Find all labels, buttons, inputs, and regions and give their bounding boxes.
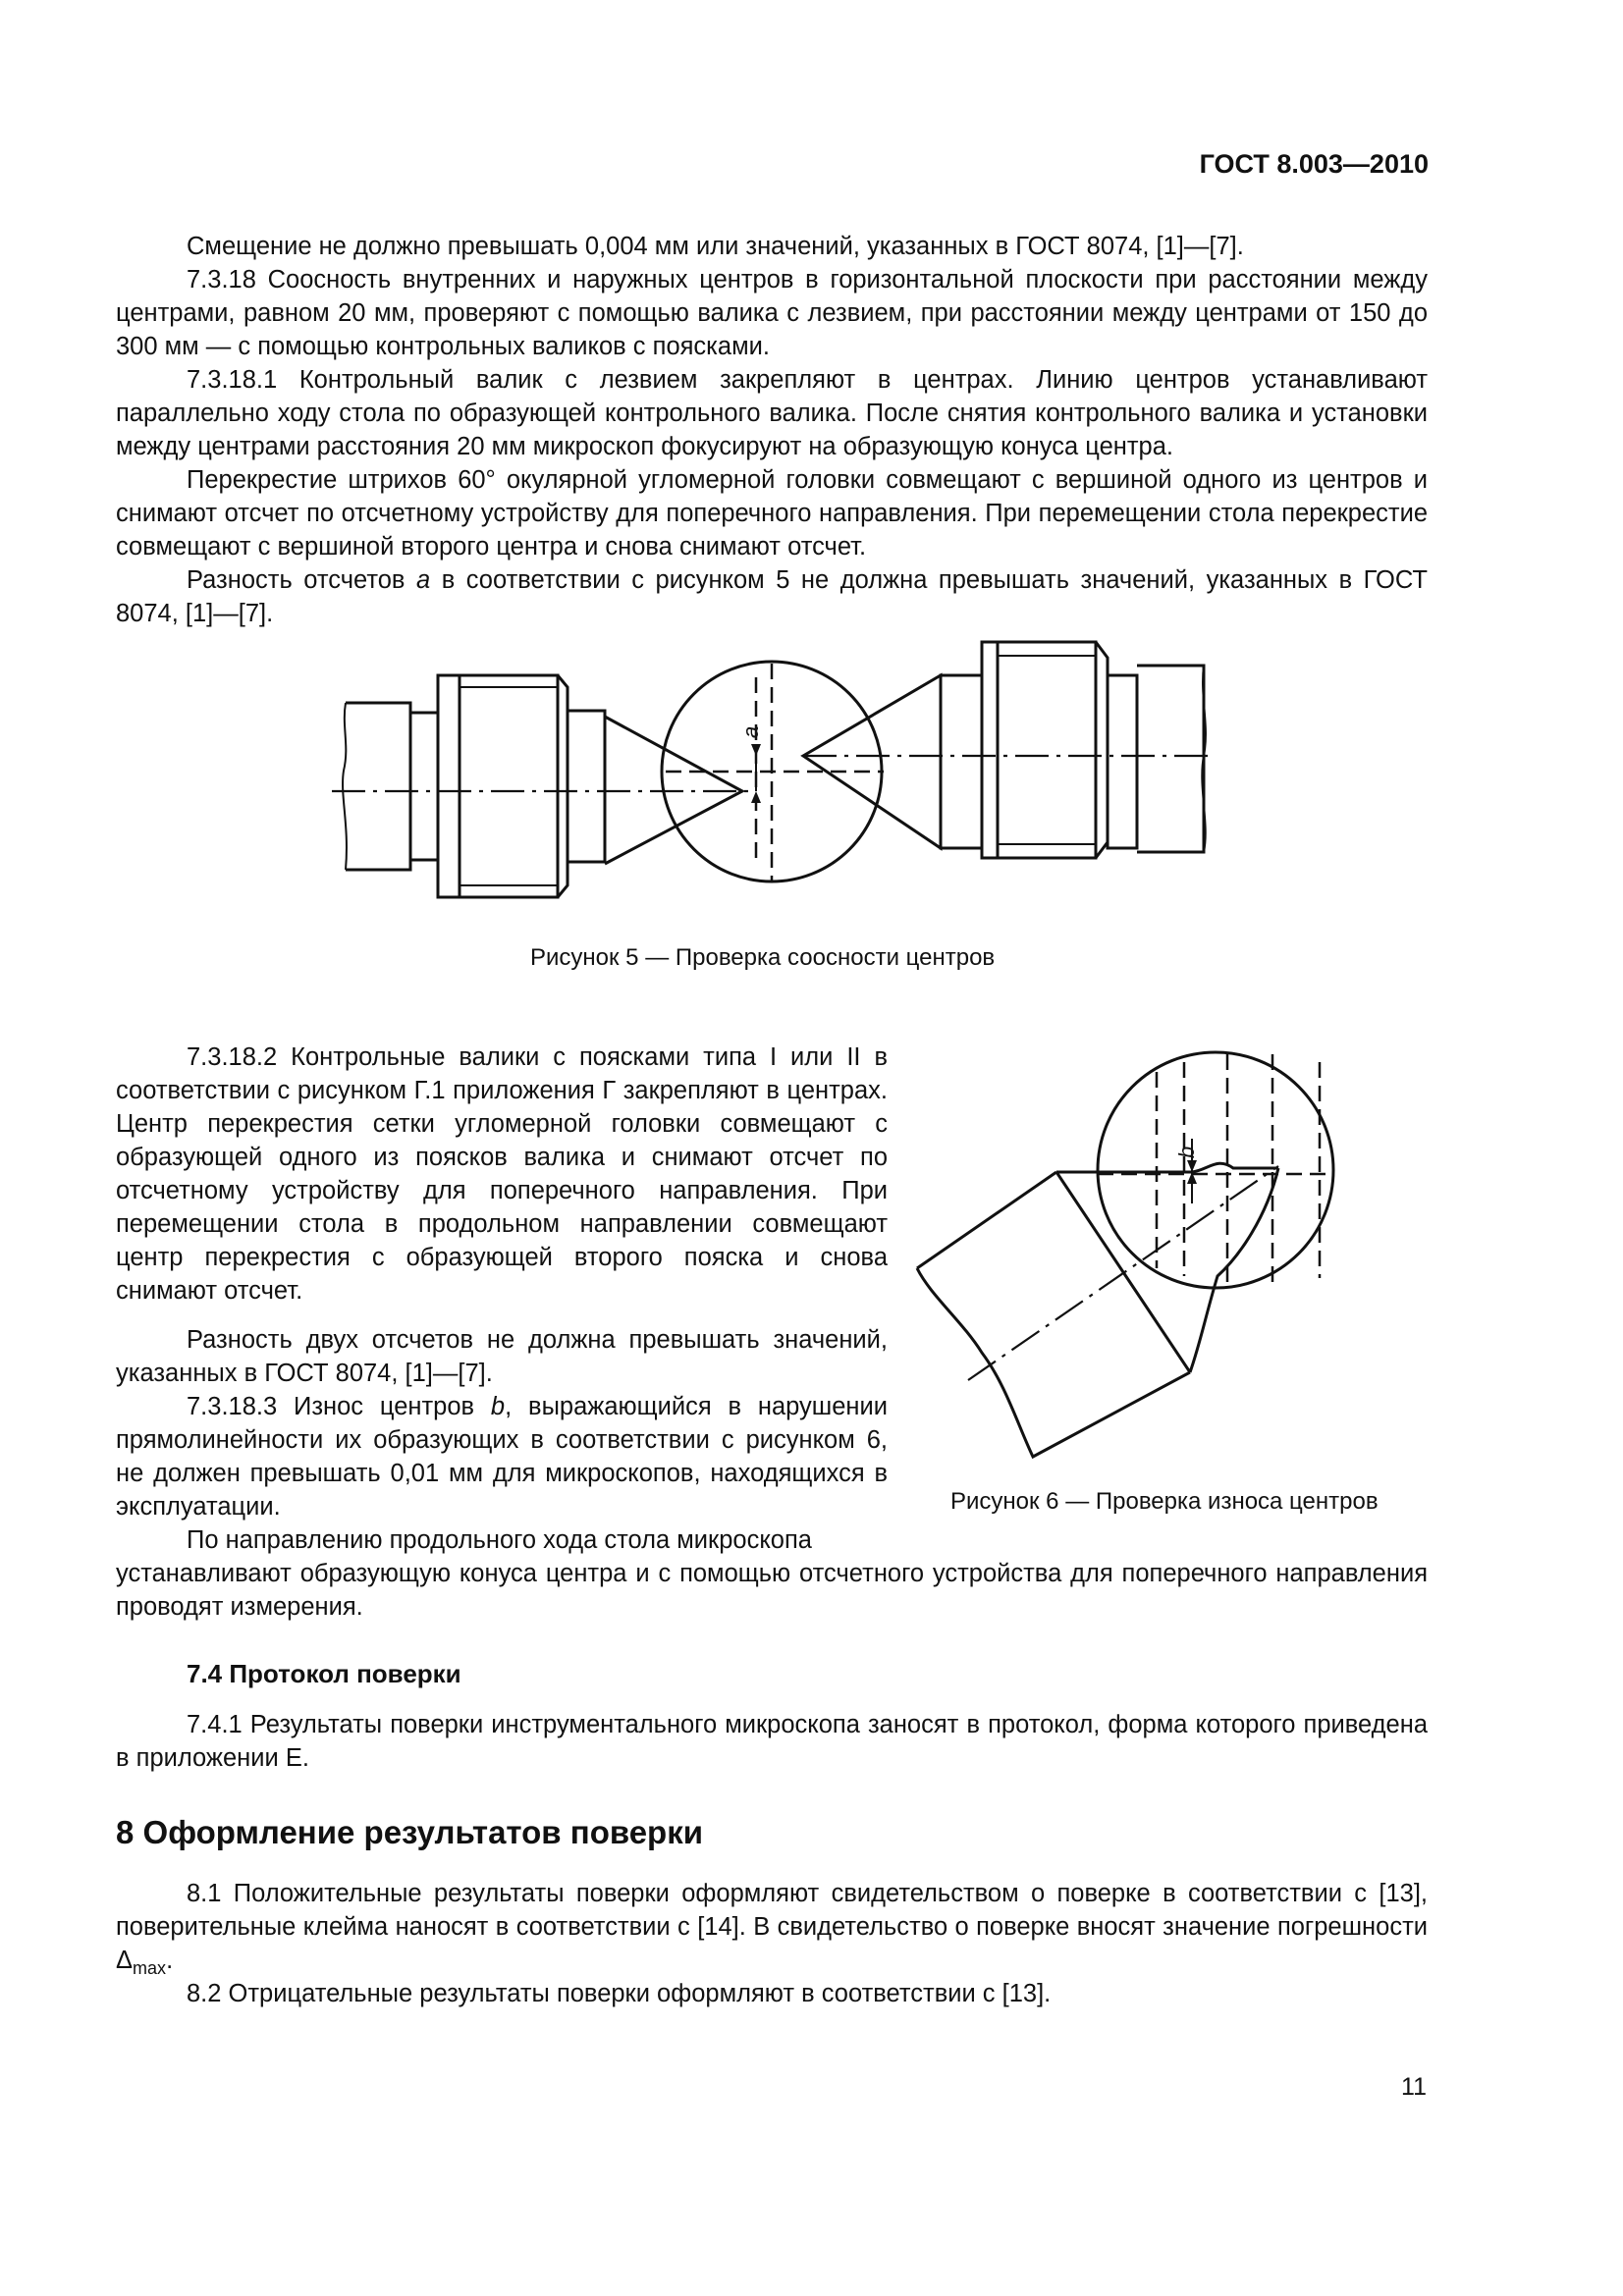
paragraph-offset-limit: Смещение не должно превышать 0,004 мм или значений, указанных в ГОСТ 8074, [1]—[7]. <box>187 233 1244 260</box>
figure-5-caption: Рисунок 5 — Проверка соосности центров <box>530 944 996 971</box>
right-center-cone <box>803 675 941 848</box>
figure-6-label-b: b <box>1174 1146 1199 1158</box>
paragraph-longitudinal-b: устанавливают образующую конуса центра и с помощью отсчетного устройства для поперечного направления проводят измерения. <box>116 1560 1428 1621</box>
view-circle-fig6 <box>1098 1052 1333 1288</box>
page-number: 11 <box>1401 2073 1427 2101</box>
paragraph-7-3-18-3: 7.3.18.3 Износ центров b, выражающийся в нарушении прямолинейности их образующих в соответствии с рисунком 6, не должен превышать 0,01 мм для микроскопов, находящихся в эксплуатации. <box>116 1393 889 1521</box>
figure-5-label-a: a <box>738 725 763 738</box>
paragraph-reading-difference: Разность отсчетов a в соответствии с рисунком 5 не должна превышать значений, указанных в ГОСТ 8074, [1]—[7]. <box>116 566 1428 627</box>
heading-7-4: 7.4 Протокол поверки <box>187 1659 461 1688</box>
left-shaft-end <box>346 703 410 870</box>
paragraph-crosshair: Перекрестие штрихов 60° окулярной угломерной головки совмещают с вершиной одного из центров и снимают отсчет по отсчетному устройству для поперечного направления. При перемещении стола перекрестие совмещают с вершиной второго центра и снова снимают отсчет. <box>116 466 1428 561</box>
worn-generatrix <box>1056 1163 1278 1172</box>
left-collar <box>460 675 558 897</box>
paragraph-two-readings: Разность двух отсчетов не должна превышать значений, указанных в ГОСТ 8074, [1]—[7]. <box>116 1326 888 1387</box>
paragraph-7-3-18-2: 7.3.18.2 Контрольные валики с поясками типа I или II в соответствии с рисунком Г.1 приложения Г закрепляют в центрах. Центр перекрестия сетки угломерной головки совмещают с образующей одного из поясков валика и снимают отсчет по отсчетному устройству для поперечного направления. При перемещении стола в продольном направлении совмещают центр перекрестия с образующей второго пояска и снова снимают отсчет. <box>116 1043 888 1305</box>
paragraph-7-3-18-1: 7.3.18.1 Контрольный валик с лезвием закрепляют в центрах. Линию центров устанавливают параллельно ходу стола по образующей контрольного валика. После снятия контрольного валика и установки между центрами расстояния 20 мм микроскоп фокусируют на образующую конуса центра. <box>116 366 1428 460</box>
paragraph-7-3-18: 7.3.18 Соосность внутренних и наружных центров в горизонтальной плоскости при расстоянии между центрами, равном 20 мм, проверяют с помощью валика с лезвием, при расстоянии между центрами от 150 до 300 мм — с помощью контрольных валиков с поясками. <box>116 266 1428 360</box>
right-shaft-end <box>1137 666 1204 852</box>
right-collar <box>998 642 1096 858</box>
figure-6-caption: Рисунок 6 — Проверка износа центров <box>950 1488 1379 1515</box>
paragraph-8-1: 8.1 Положительные результаты поверки оформляют свидетельством о поверке в соответствии с [13], поверительные клейма наносят в соответствии с [14]. В свидетельство о поверке вносят значение погрешности $\Delta_{max}$. <box>116 1880 1428 1978</box>
document-id: ГОСТ 8.003—2010 <box>1199 149 1429 179</box>
paragraph-8-2: 8.2 Отрицательные результаты поверки оформляют в соответствии с [13]. <box>187 1980 1052 2007</box>
heading-8: 8 Оформление результатов поверки <box>116 1814 704 1850</box>
paragraph-7-4-1: 7.4.1 Результаты поверки инструментального микроскопа заносят в протокол, форма которого приведена в приложении Е. <box>116 1711 1428 1772</box>
paragraph-longitudinal-a: По направлению продольного хода стола микроскопа <box>187 1526 812 1554</box>
